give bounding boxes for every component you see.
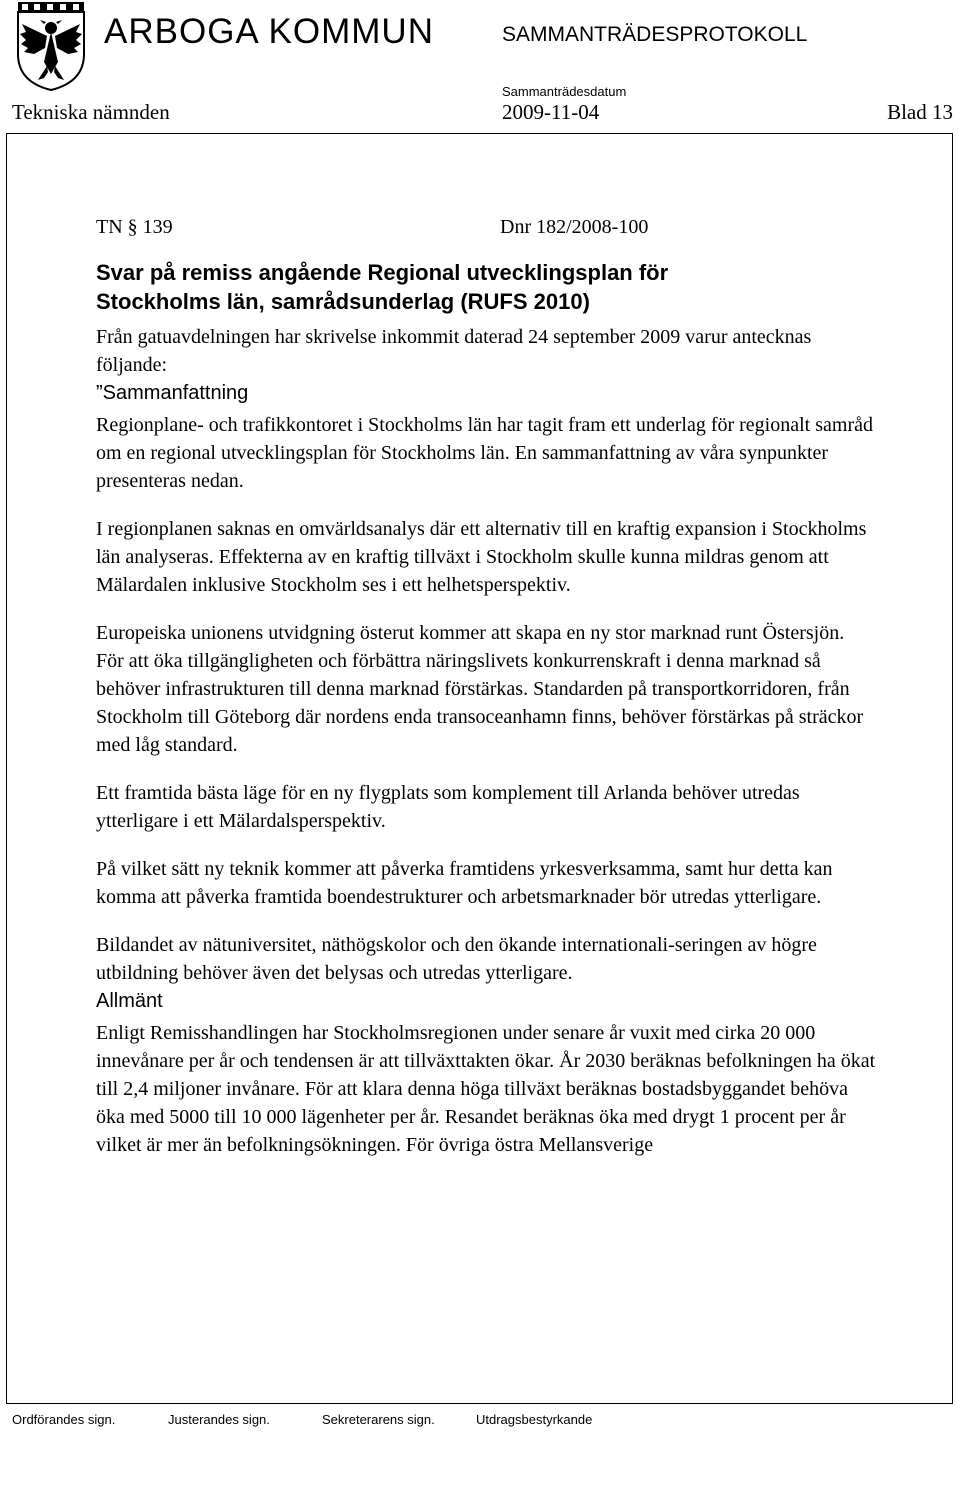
extract-certification-label: Utdragsbestyrkande <box>476 1412 593 1427</box>
case-title <box>96 258 876 316</box>
case-number: TN § 139 <box>96 216 173 238</box>
general-heading: Allmänt <box>96 990 163 1012</box>
coat-of-arms-icon <box>14 2 88 92</box>
paragraph-5: På vilket sätt ny teknik kommer att påverka framtidens yrkesverksamma, samt hur detta kan komma att påverka framtida boendestrukturer och arbetsmarknader bör utredas ytterligare. <box>96 858 833 908</box>
paragraph-3: Europeiska unionens utvidgning österut kommer att skapa en ny stor marknad runt Östersjön. För att öka tillgängligheten och förbättra näringslivets konkurrenskraft i denna marknad så behöver infrastrukturen till denna marknad förstärkas. Standarden på transportkorridoren, från Stockholm till Göteborg där nordens enda transoceanhamn finns, behöver förstärkas på sträckor med låg standard. <box>96 622 864 756</box>
document-type: SAMMANTRÄDESPROTOKOLL <box>502 23 808 46</box>
case-title-line-1: Svar på remiss angående Regional utvecklingsplan för <box>96 260 669 285</box>
board-name: Tekniska nämnden <box>12 100 170 124</box>
document-body <box>96 210 876 1159</box>
meeting-date: 2009-11-04 <box>502 100 600 124</box>
case-title-line-2: Stockholms län, samrådsunderlag (RUFS 2010) <box>96 289 590 314</box>
intro-paragraph: Från gatuavdelningen har skrivelse inkommit daterad 24 september 2009 varur antecknas följande: <box>96 326 812 376</box>
paragraph-2: I regionplanen saknas en omvärldsanalys där ett alternativ till en kraftig expansion i Stockholms län analyseras. Effekterna av en kraftig tillväxt i Stockholm skulle kunna mildras genom att Mälardalen inklusive Stockholm ses i ett helhetsperspektiv. <box>96 518 867 596</box>
summary-heading: ”Sammanfattning <box>96 382 249 404</box>
paragraph-6: Bildandet av nätuniversitet, näthögskolor och den ökande internationali-seringen av högre utbildning behöver även det belysas och utredas ytterligare. <box>96 934 817 984</box>
adjuster-signature-label: Justerandes sign. <box>168 1412 270 1427</box>
municipality-name: ARBOGA KOMMUN <box>104 12 434 51</box>
secretary-signature-label: Sekreterarens sign. <box>322 1412 435 1427</box>
date-label: Sammanträdesdatum <box>502 84 627 99</box>
paragraph-4: Ett framtida bästa läge för en ny flygplats som komplement till Arlanda behöver utredas ytterligare i ett Mälardalsperspektiv. <box>96 782 800 832</box>
page-number: Blad 13 <box>887 100 953 124</box>
paragraph-7: Enligt Remisshandlingen har Stockholmsregionen under senare år vuxit med cirka 20 000 innevånare per år och tendensen är att tillväxttakten ökar. År 2030 beräknas befolkningen ha ökat till 2,4 miljoner invånare. För att klara denna höga tillväxt beräknas bostadsbyggandet behöva öka med 5000 till 10 000 lägenheter per år. Resandet beräknas öka med drygt 1 procent per år vilket är mer än befolkningsökningen. För övriga östra Mellansverige <box>96 1022 876 1156</box>
case-reference <box>96 210 876 242</box>
chair-signature-label: Ordförandes sign. <box>12 1412 116 1427</box>
paragraph-1: Regionplane- och trafikkontoret i Stockholms län har tagit fram ett underlag för regionalt samråd om en regional utvecklingsplan för Stockholms län. En sammanfattning av våra synpunkter presenteras nedan. <box>96 414 873 492</box>
diary-number: Dnr 182/2008-100 <box>500 216 649 238</box>
